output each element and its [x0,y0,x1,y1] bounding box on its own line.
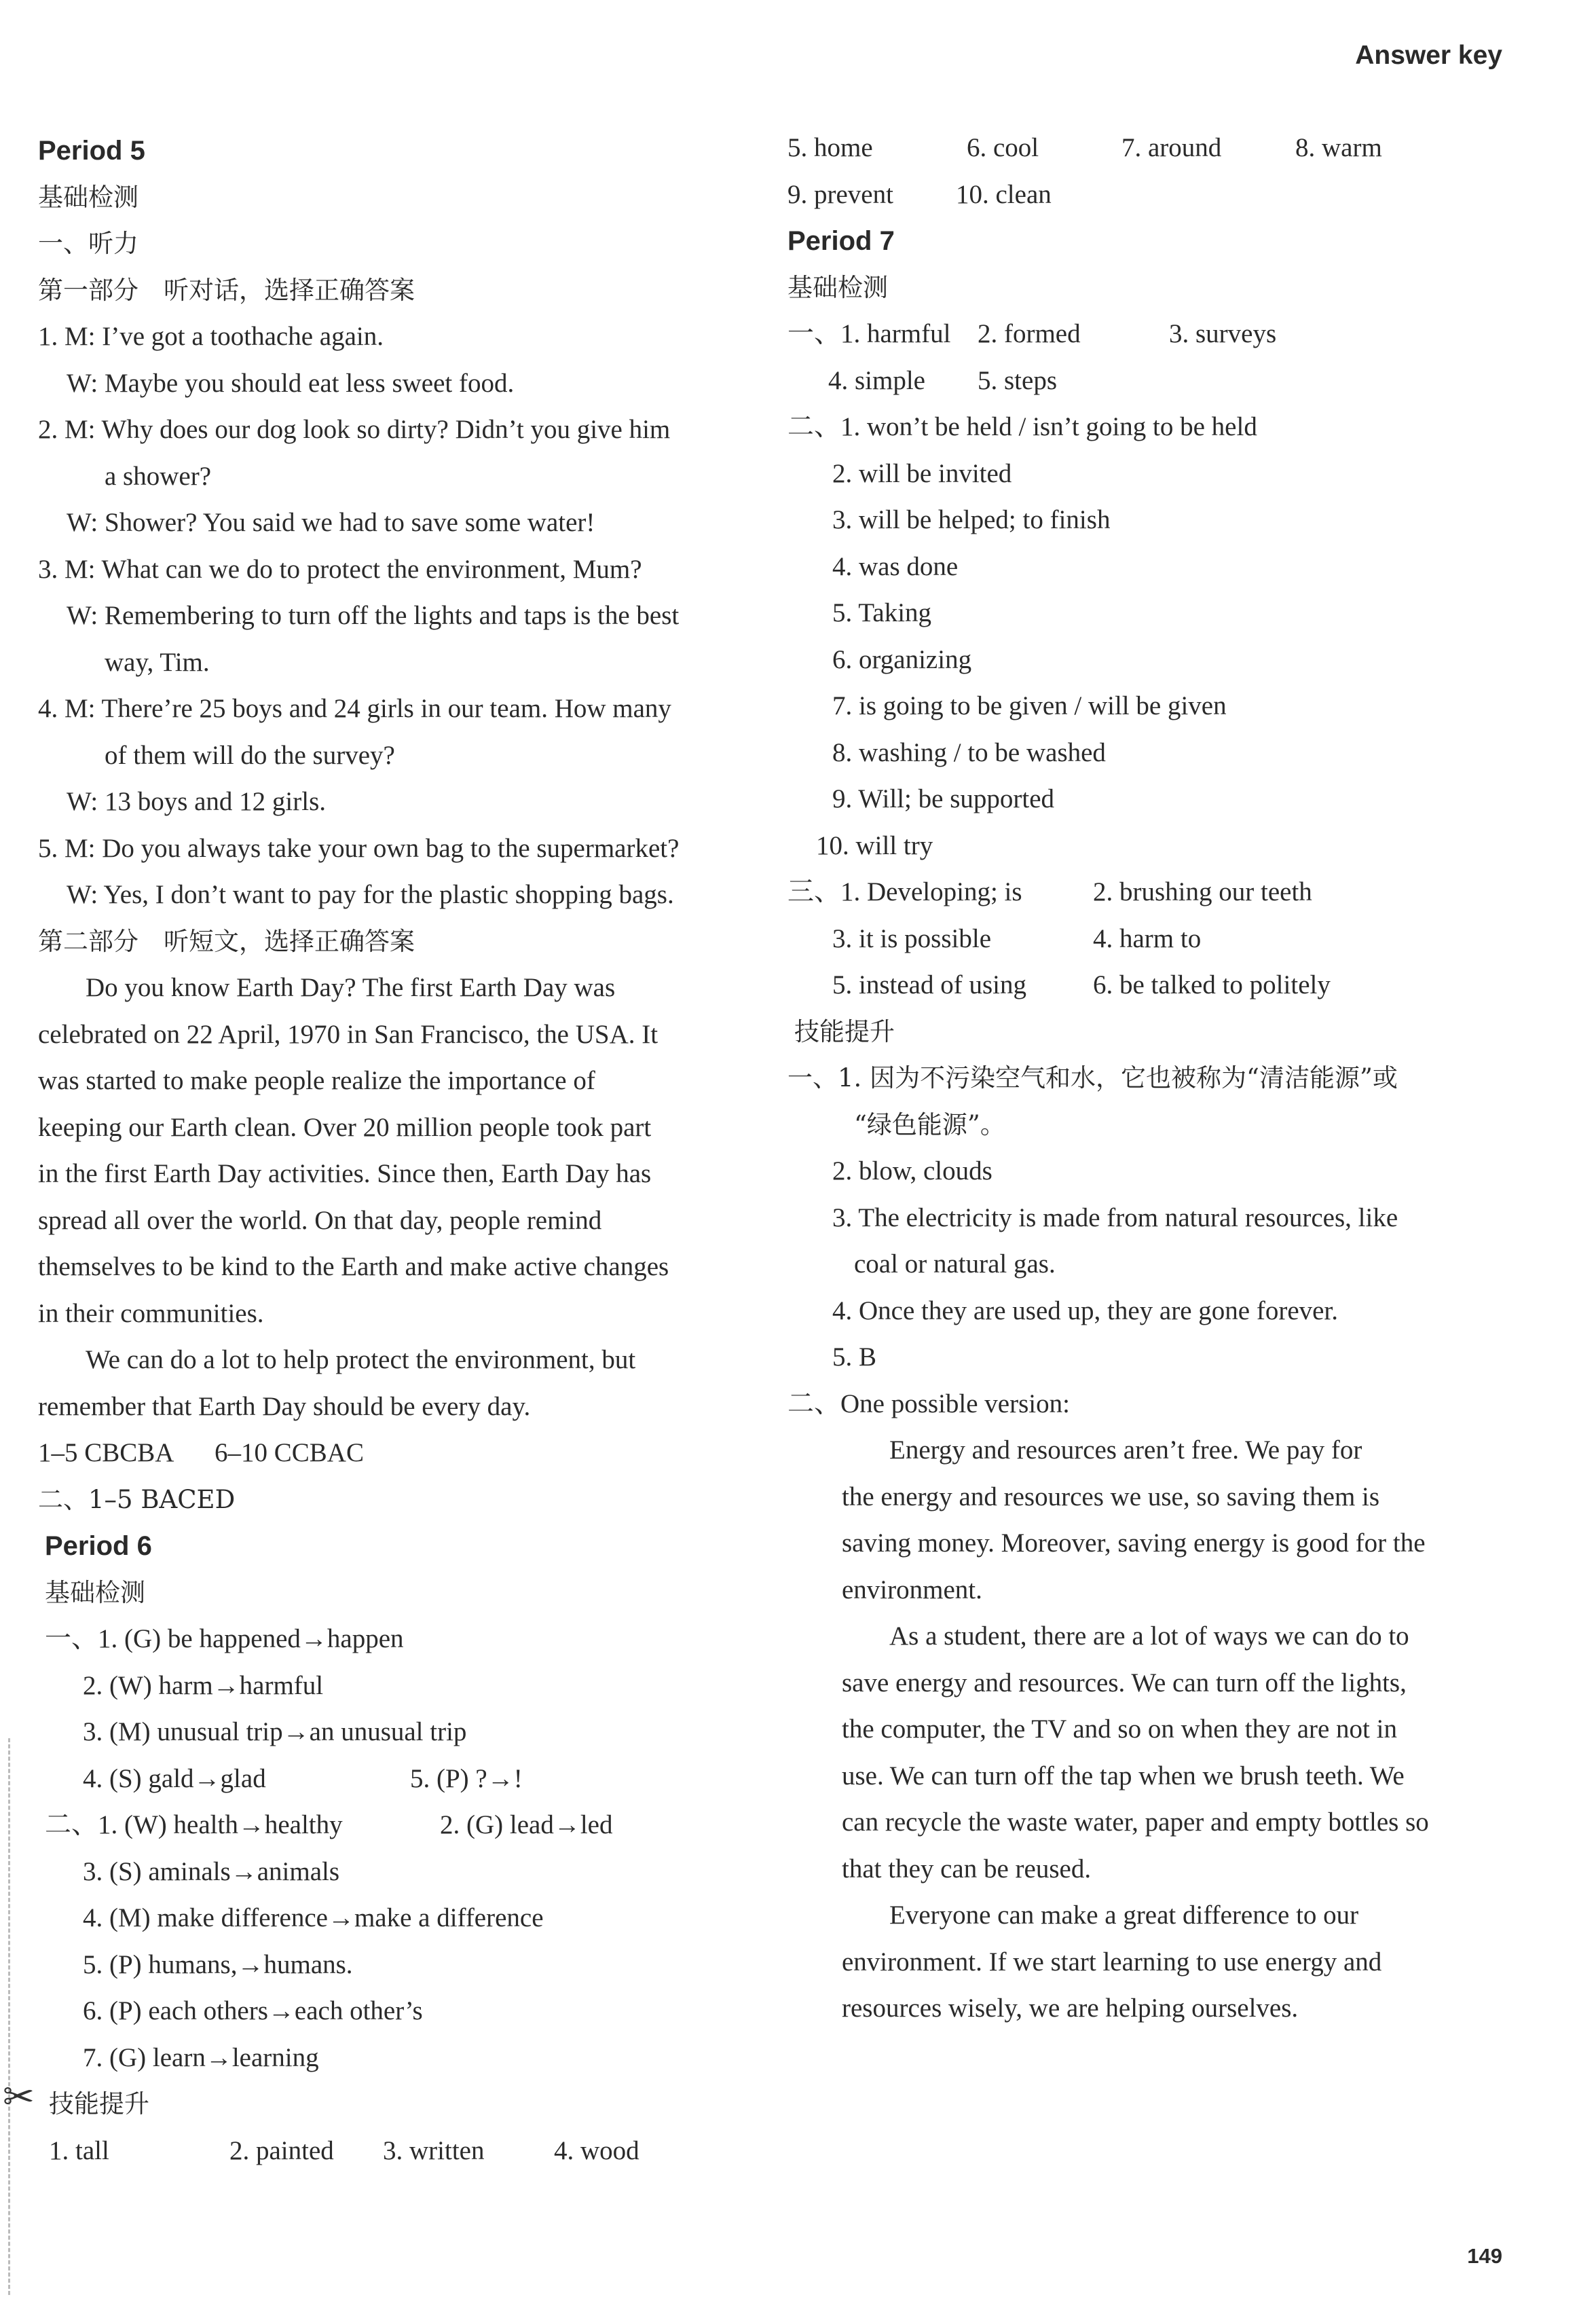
answer-line: coal or natural gas. [854,1249,1056,1279]
passage-line: remember that Earth Day should be every day. [38,1391,531,1421]
answer-line: 7. (G) learn→learning [83,2042,319,2072]
answer-line: 5. B [832,1342,877,1372]
section-heading: 技能提升 [49,2089,149,2118]
answer: 9. prevent [787,179,893,209]
answer: 3. it is possible [832,923,992,953]
page-header: Answer key [1355,41,1502,70]
essay-line: environment. If we start learning to use energy and [842,1947,1382,1977]
dialogue-line: W: Shower? You said we had to save some water! [67,508,595,537]
passage-line: celebrated on 22 April, 1970 in San Francisco, the USA. It [38,1019,658,1049]
answer: 2. formed [978,319,1081,348]
answer-line: 2. will be invited [832,458,1012,488]
answer-row [38,1802,751,1849]
essay-line: use. We can turn off the tap when we brush teeth. We [842,1761,1405,1790]
essay-line: resources wisely, we are helping ourselves. [842,1994,1299,2023]
essay-line: Energy and resources aren’t free. We pay for [889,1435,1362,1465]
answer: 2. brushing our teeth [1093,877,1312,906]
dialogue-line: 4. M: There’re 25 boys and 24 girls in our team. How many [38,694,671,723]
answer: 4. simple [828,365,925,395]
dialogue-line: W: 13 boys and 12 girls. [67,787,327,816]
answer-line: 一、1. (G) be happened→happen [45,1624,404,1653]
essay-line: the energy and resources we use, so saving them is [842,1482,1380,1511]
answer: 2. painted [229,2135,334,2165]
essay-line: Everyone can make a great difference to our [889,1900,1359,1930]
answer: 5. (P) ?→! [410,1763,523,1793]
passage-line: was started to make people realize the importance of [38,1066,595,1095]
section-heading: 一、听力 [38,229,138,258]
answer-line: 3. The electricity is made from natural resources, like [832,1202,1398,1232]
section-heading: 基础检测 [45,1577,145,1607]
essay-line: save energy and resources. We can turn off the lights, [842,1668,1407,1697]
answer: 4. harm to [1093,923,1202,953]
dialogue-line: 2. M: Why does our dog look so dirty? Didn’t you give him [38,415,671,444]
answer-row [787,962,1500,1009]
essay-line: As a student, there are a lot of ways we can do to [889,1621,1409,1651]
dialogue-line: way, Tim. [105,647,210,677]
essay-line: can recycle the waste water, paper and empty bottles so [842,1807,1429,1837]
answer-row [787,869,1500,916]
answer: 5. home [787,133,873,162]
answer-row: 二、1–5 BACED [38,1484,236,1514]
period-7-title: Period 7 [787,226,895,256]
answer: 一、1. harmful [787,319,951,348]
right-column [787,125,1500,2032]
answer: 4. (S) gald→glad [83,1763,266,1793]
passage-line: spread all over the world. On that day, people remind [38,1205,602,1235]
answer-line: 4. was done [832,551,959,581]
answer-line: 6. (P) each others→each other’s [83,1996,423,2025]
answer-line: 10. will try [816,830,933,860]
passage-line: keeping our Earth clean. Over 20 million people took part [38,1112,652,1142]
answer-line: 4. (M) make difference→make a difference [83,1903,544,1932]
passage-line: in their communities. [38,1298,264,1328]
answer-line: 8. washing / to be washed [832,737,1106,767]
period-5-title: Period 5 [38,136,145,166]
answer: 3. written [383,2135,485,2165]
answer: 7. around [1121,133,1222,162]
dialogue-line: 5. M: Do you always take your own bag to the supermarket? [38,833,680,863]
answer-row [787,311,1500,358]
answer-line: 5. Taking [832,598,932,627]
answer: 1. tall [49,2135,109,2165]
dialogue-line: W: Yes, I don’t want to pay for the plastic shopping bags. [67,880,674,909]
answer: 3. surveys [1169,319,1277,348]
answer-line: 二、One possible version: [787,1389,1070,1418]
answer: 1–5 CBCBA [38,1438,174,1467]
section-heading: 技能提升 [794,1016,895,1046]
answer: 6. cool [967,133,1039,162]
period-6-title: Period 6 [45,1531,152,1561]
cut-line [8,1738,10,2295]
answer-line: 4. Once they are used up, they are gone forever. [832,1296,1339,1325]
answer-line: 二、1. won’t be held / isn’t going to be held [787,412,1257,441]
answer: 5. instead of using [832,970,1026,999]
passage-line: themselves to be kind to the Earth and make active changes [38,1252,669,1281]
answer-line: 2. blow, clouds [832,1156,992,1186]
dialogue-line: a shower? [105,461,212,491]
answer-line: 5. (P) humans,→humans. [83,1949,353,1979]
section-heading: 基础检测 [38,182,138,212]
answer: 二、1. (W) health→healthy [45,1810,343,1839]
dialogue-line: W: Remembering to turn off the lights and taps is the best [67,601,680,630]
answer: 三、1. Developing; is [787,877,1022,906]
essay-line: that they can be reused. [842,1854,1092,1884]
essay-line: the computer, the TV and so on when they are not in [842,1714,1397,1744]
section-heading: 基础检测 [787,272,888,302]
page-number: 149 [1467,2244,1502,2268]
answer-row [787,172,1500,219]
answer-row [38,1756,751,1803]
left-column [38,128,751,2174]
answer: 6–10 CCBAC [215,1438,364,1467]
answer: 10. clean [956,179,1052,209]
answer-line: 3. (S) aminals→animals [83,1856,340,1886]
answer-line: 3. will be helped; to finish [832,505,1111,534]
part-heading: 第一部分 听对话，选择正确答案 [38,275,415,305]
answer-line: 2. (W) harm→harmful [83,1670,324,1700]
passage-line: in the first Earth Day activities. Since then, Earth Day has [38,1159,652,1188]
answer: 6. be talked to politely [1093,970,1331,999]
answer-row [787,358,1500,405]
answer-line: “绿色能源”。 [854,1109,1005,1139]
answer-row [787,125,1500,172]
answer-line: 6. organizing [832,644,972,674]
passage-line: Do you know Earth Day? The first Earth Day was [86,973,616,1002]
answer-line: 7. is going to be given / will be given [832,691,1227,720]
essay-line: saving money. Moreover, saving energy is good for the [842,1528,1426,1558]
scissors-icon: ✂ [3,2075,35,2119]
answer-line: 3. (M) unusual trip→an unusual trip [83,1717,467,1746]
dialogue-line: of them will do the survey? [105,740,395,770]
part-heading: 第二部分 听短文，选择正确答案 [38,926,415,956]
essay-line: environment. [842,1575,982,1604]
answer-line: 一、1. 因为不污染空气和水，它也被称为“清洁能源”或 [787,1063,1398,1092]
answer: 4. wood [554,2135,639,2165]
answer-line: 9. Will; be supported [832,784,1055,813]
answer: 5. steps [978,365,1057,395]
passage-line: We can do a lot to help protect the environment, but [86,1345,636,1374]
answer: 2. (G) lead→led [440,1810,613,1839]
answer-row [787,916,1500,963]
answer-row [38,2128,751,2175]
answer: 8. warm [1295,133,1382,162]
dialogue-line: 3. M: What can we do to protect the environment, Mum? [38,554,642,584]
dialogue-line: W: Maybe you should eat less sweet food. [67,368,515,398]
answer-row [38,1430,751,1477]
dialogue-line: 1. M: I’ve got a toothache again. [38,322,384,351]
